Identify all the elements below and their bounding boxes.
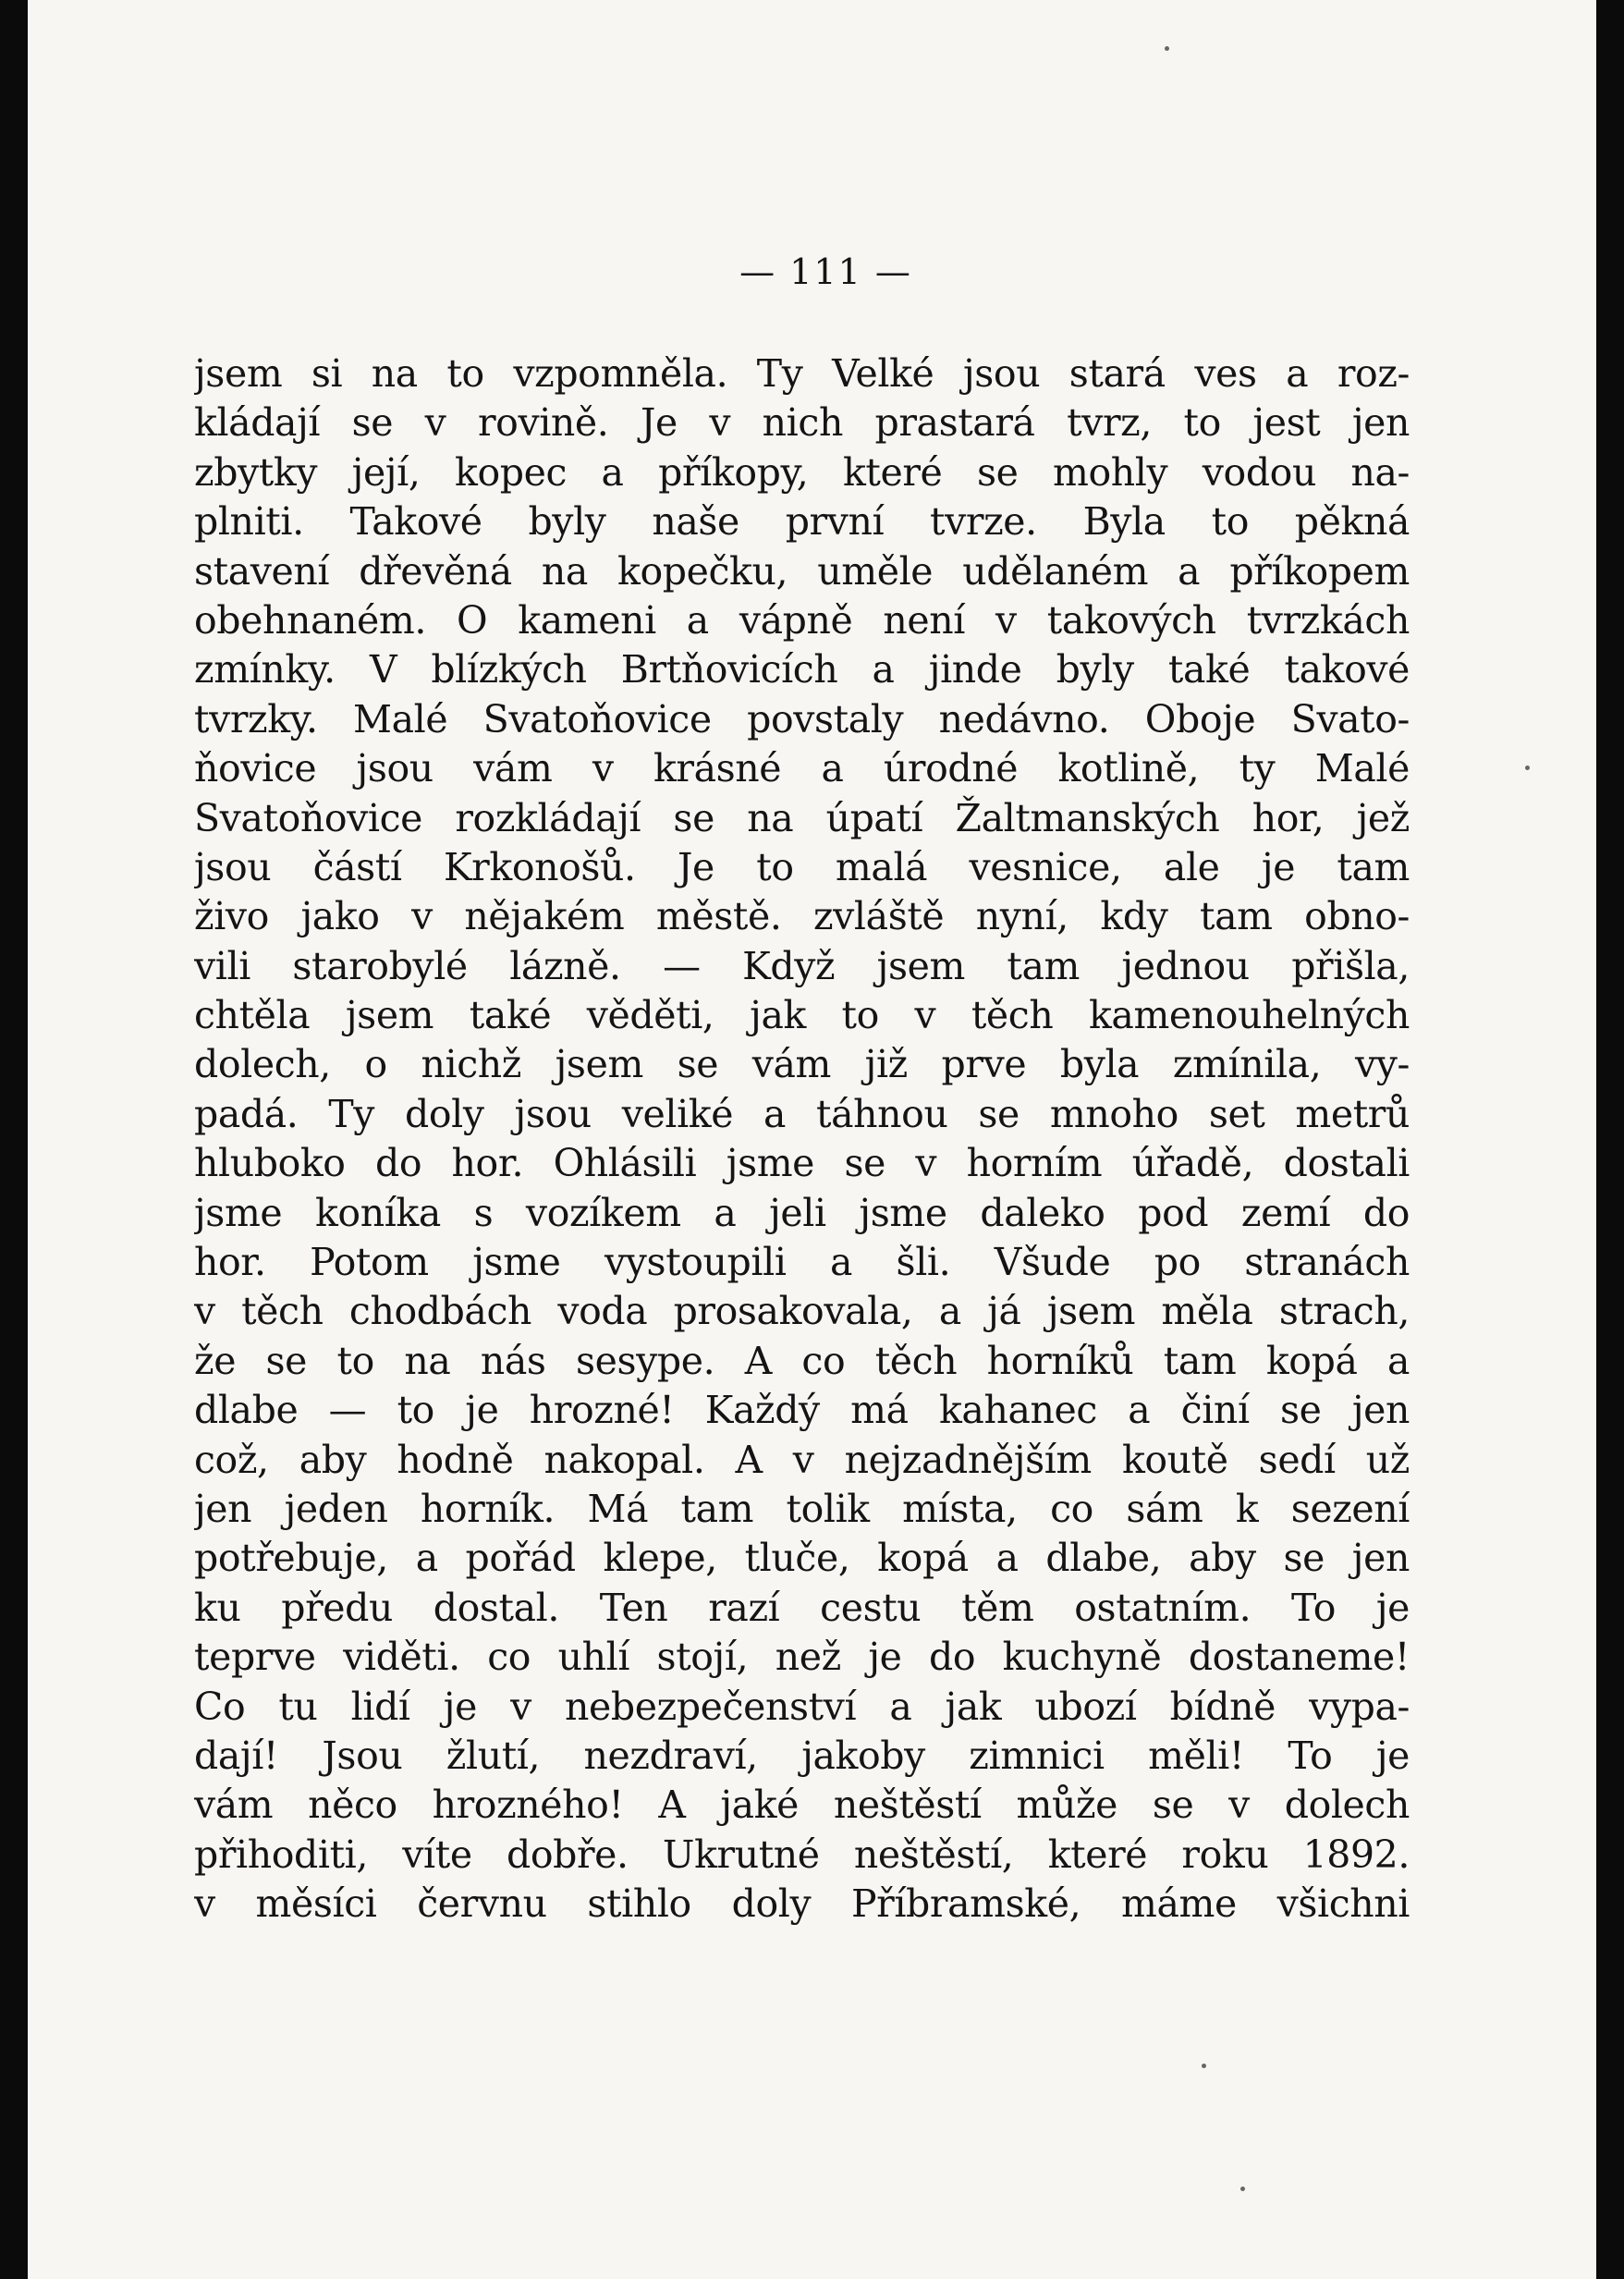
text-line: zmínky. V blízkých Brtňovicích a jinde byly také takové <box>194 647 1410 692</box>
text-line: což, aby hodně nakopal. A v nejzadnějším koutě sedí už <box>194 1437 1410 1482</box>
text-line: jsem si na to vzpomněla. Ty Velké jsou stará ves a roz- <box>194 351 1410 396</box>
text-line: chtěla jsem také věděti, jak to v těch kamenouhelných <box>194 993 1410 1038</box>
text-line: dolech, o nichž jsem se vám již prve byla zmínila, vy- <box>194 1042 1410 1087</box>
text-line: Co tu lidí je v nebezpečenství a jak ubozí bídně vypa- <box>194 1684 1410 1729</box>
text-line: obehnaném. O kameni a vápně není v takových tvrzkách <box>194 597 1410 643</box>
text-line: ku předu dostal. Ten razí cestu těm ostatním. To je <box>194 1585 1410 1630</box>
text-line: v těch chodbách voda prosakovala, a já jsem měla strach, <box>194 1289 1410 1334</box>
text-line: dají! Jsou žlutí, nezdraví, jakoby zimnici měli! To je <box>194 1733 1410 1778</box>
text-line: tvrzky. Malé Svatoňovice povstaly nedávno. Oboje Svato- <box>194 696 1410 741</box>
page-number: — 111 — <box>739 251 912 292</box>
book-page <box>28 0 1596 2279</box>
text-line: Svatoňovice rozkládají se na úpatí Žaltmanských hor, jež <box>194 795 1410 840</box>
text-line: jsme koníka s vozíkem a jeli jsme daleko pod zemí do <box>194 1190 1410 1235</box>
text-line: živo jako v nějakém městě. zvláště nyní, kdy tam obno- <box>194 894 1410 939</box>
text-line: ňovice jsou vám v krásné a úrodné kotlině, ty Malé <box>194 746 1410 791</box>
text-line: přihoditi, víte dobře. Ukrutné neštěstí, které roku 1892. <box>194 1832 1410 1877</box>
body-text <box>194 349 1410 1930</box>
text-line: teprve viděti. co uhlí stojí, než je do kuchyně dostaneme! <box>194 1635 1410 1680</box>
paper-speck <box>1525 766 1530 770</box>
text-line: padá. Ty doly jsou veliké a táhnou se mnoho set metrů <box>194 1091 1410 1136</box>
text-line: kládají se v rovině. Je v nich prastará tvrz, to jest jen <box>194 400 1410 446</box>
text-line: zbytky její, kopec a příkopy, které se mohly vodou na- <box>194 449 1410 495</box>
text-line: stavení dřevěná na kopečku, uměle udělaném a příkopem <box>194 548 1410 594</box>
paper-speck <box>1202 2064 1206 2068</box>
text-line: že se to na nás sesype. A co těch horníků tam kopá a <box>194 1338 1410 1383</box>
text-line: plniti. Takové byly naše první tvrze. Byla to pěkná <box>194 499 1410 545</box>
text-line: dlabe — to je hrozné! Každý má kahanec a činí se jen <box>194 1388 1410 1433</box>
text-line: vili starobylé lázně. — Když jsem tam jednou přišla, <box>194 943 1410 988</box>
text-line: jen jeden horník. Má tam tolik místa, co sám k sezení <box>194 1486 1410 1531</box>
text-line: potřebuje, a pořád klepe, tluče, kopá a dlabe, aby se jen <box>194 1536 1410 1581</box>
text-line: hluboko do hor. Ohlásili jsme se v horním úřadě, dostali <box>194 1141 1410 1186</box>
paper-speck <box>1165 46 1169 51</box>
text-line: v měsíci červnu stihlo doly Příbramské, máme všichni <box>194 1881 1410 1927</box>
paper-speck <box>1240 2187 1245 2191</box>
text-line: hor. Potom jsme vystoupili a šli. Všude po stranách <box>194 1240 1410 1285</box>
text-line: jsou částí Krkonošů. Je to malá vesnice, ale je tam <box>194 844 1410 889</box>
text-line: vám něco hrozného! A jaké neštěstí může se v dolech <box>194 1783 1410 1828</box>
